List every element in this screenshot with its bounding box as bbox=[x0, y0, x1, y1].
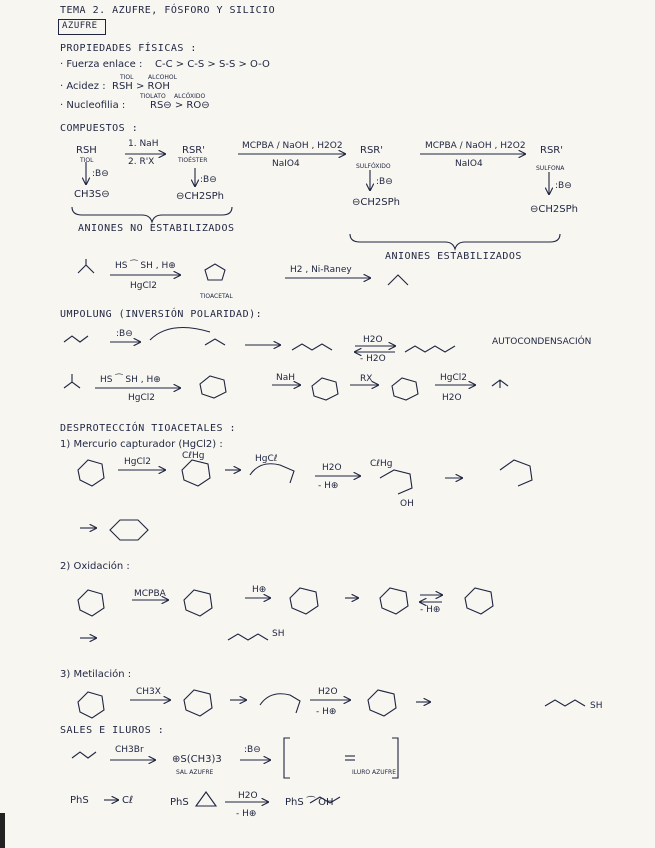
aniones-estabilizados: ANIONES ESTABILIZADOS bbox=[385, 251, 522, 262]
dithiane-2 bbox=[200, 376, 226, 398]
d3-ch3x: CH3X bbox=[136, 687, 161, 697]
azufre-label: AZUFRE bbox=[62, 21, 98, 31]
acidez-small-tiol: TIOL bbox=[120, 74, 134, 81]
d2-minus-h: - H⊕ bbox=[420, 605, 441, 615]
hemithioacetal bbox=[380, 470, 412, 494]
reagent-mcpba-1: MCPBA / NaOH , H2O2 bbox=[242, 141, 343, 151]
rsr: RSR' bbox=[182, 145, 205, 156]
d1-h2o: H2O bbox=[322, 463, 342, 473]
desproteccion-title: DESPROTECCIÓN TIOACETALES : bbox=[60, 423, 237, 434]
sales-title: SALES E ILUROS : bbox=[60, 725, 165, 736]
dithiane-d1 bbox=[78, 460, 104, 486]
sulfona-label: SULFONA bbox=[536, 165, 565, 172]
d3-sh: SH bbox=[590, 701, 603, 711]
aldehyde-skeleton-2 bbox=[64, 374, 80, 388]
rsr-sulfoxide: RSR' bbox=[360, 145, 383, 156]
alkane-skeleton bbox=[388, 275, 408, 285]
hemi-d3 bbox=[368, 690, 396, 716]
tioacetal-label: TIOACETAL bbox=[200, 293, 233, 300]
page-edge-shadow bbox=[0, 813, 5, 848]
reagent-rx: 2. R'X bbox=[128, 157, 155, 167]
d2-mcpba: MCPBA bbox=[134, 589, 166, 599]
sulfoxido-label: SULFÓXIDO bbox=[356, 163, 391, 170]
umpolung-hgcl2-b: HgCl2 bbox=[440, 373, 467, 383]
aldol-skeleton bbox=[292, 344, 332, 350]
nucleofilia-small-alcoxido: ALCÓXIDO bbox=[174, 93, 206, 100]
fuerza-value: C-C > C-S > S-S > O-O bbox=[155, 59, 270, 70]
d1-minus-h: - H⊕ bbox=[318, 481, 339, 491]
dithiane-alkyl bbox=[392, 378, 418, 400]
d1-hgcl2: HgCl2 bbox=[124, 457, 151, 467]
sales-h2o: H2O bbox=[238, 791, 258, 801]
brace-estabilizados bbox=[350, 234, 560, 249]
rsr-sulfone: RSR' bbox=[540, 145, 563, 156]
d3-minus-h: - H⊕ bbox=[316, 707, 337, 717]
dithiane-hg bbox=[182, 460, 210, 486]
nucleofilia-value: RS⊖ > RO⊖ bbox=[150, 100, 210, 111]
sales-sal-label: SAL AZUFRE bbox=[176, 769, 214, 776]
rsh: RSH bbox=[76, 145, 97, 156]
brace-no-estabilizados bbox=[72, 207, 232, 222]
sales-phs: PhS bbox=[70, 795, 89, 806]
acidez-label: · Acidez : bbox=[60, 81, 106, 92]
d2-sh: SH bbox=[272, 629, 285, 639]
thiol-chain-d3 bbox=[545, 700, 585, 706]
sales-ch3br: CH3Br bbox=[115, 745, 144, 755]
enal-skeleton bbox=[405, 346, 455, 352]
enolate-skeleton bbox=[205, 339, 225, 345]
d1-hgcl: HgCℓ bbox=[255, 454, 278, 464]
compuestos-title: COMPUESTOS : bbox=[60, 123, 139, 134]
ch2sph-anion-3: ⊖CH2SPh bbox=[530, 204, 578, 215]
protonated-ring bbox=[290, 588, 318, 614]
raney-reagent: H2 , Ni-Raney bbox=[290, 265, 352, 275]
reagent-mcpba-2: MCPBA / NaOH , H2O2 bbox=[425, 141, 526, 151]
acidez-small-alcohol: ALCOHOL bbox=[148, 74, 177, 81]
ch3s-anion: CH3S⊖ bbox=[74, 189, 110, 200]
thioether-skeleton bbox=[72, 752, 96, 758]
umpolung-title: UMPOLUNG (INVERSIÓN POLARIDAD): bbox=[60, 309, 263, 320]
desproteccion-item-3: 3) Metilación : bbox=[60, 669, 132, 680]
reagent-naio4-1: NaIO4 bbox=[272, 159, 300, 169]
sales-cl: Cℓ bbox=[122, 795, 134, 806]
d2-h-plus: H⊕ bbox=[252, 585, 267, 595]
base-4: :B⊖ bbox=[555, 181, 572, 191]
page-title: TEMA 2. AZUFRE, FÓSFORO Y SILICIO bbox=[60, 5, 276, 16]
hgcl2-reagent: HgCl2 bbox=[130, 281, 157, 291]
tioeter-label: TIOÉSTER bbox=[178, 157, 208, 164]
sales-phs-2: PhS bbox=[170, 797, 189, 808]
hemi-ring-d2 bbox=[465, 588, 493, 614]
propiedades-title: PROPIEDADES FÍSICAS : bbox=[60, 43, 197, 54]
iluro-label: ILURO AZUFRE bbox=[352, 769, 397, 776]
umpolung-minus-h2o: - H2O bbox=[360, 354, 386, 364]
umpolung-nah: NaH bbox=[276, 373, 296, 383]
d3-h2o: H2O bbox=[318, 687, 338, 697]
base-3: :B⊖ bbox=[376, 177, 393, 187]
sulfoxide-ring bbox=[184, 590, 212, 616]
open-ring-d2 bbox=[380, 588, 408, 614]
autocondensacion-label: AUTOCONDENSACIÓN bbox=[492, 337, 592, 347]
reagent-naio4-2: NaIO4 bbox=[455, 159, 483, 169]
open-chain-hg bbox=[250, 464, 294, 483]
umpolung-h2o: H2O bbox=[363, 335, 383, 345]
ring-product bbox=[500, 460, 532, 486]
sales-sal: ⊕S(CH3)3 bbox=[172, 754, 222, 765]
umpolung-rx: RX bbox=[360, 374, 373, 384]
curved-arrow-1 bbox=[150, 328, 210, 341]
open-d3 bbox=[260, 694, 300, 713]
acidez-value: RSH > ROH bbox=[112, 81, 170, 92]
d1-clhg: CℓHg bbox=[182, 451, 205, 461]
sulfonium-ring bbox=[184, 690, 212, 716]
dithiane-ring bbox=[205, 264, 225, 280]
ch2sph-anion-1: ⊖CH2SPh bbox=[176, 191, 224, 202]
umpolung-hs-reagent: HS ⁀ SH , H⊕ bbox=[100, 375, 161, 385]
base-1: :B⊖ bbox=[92, 169, 109, 179]
aldehyde-skeleton bbox=[64, 336, 88, 342]
thiol-chain bbox=[228, 634, 268, 640]
dithiane-d3 bbox=[78, 692, 104, 718]
nucleofilia-label: · Nucleofilia : bbox=[60, 100, 126, 111]
sales-product: PhS ⁀ OH bbox=[285, 797, 334, 808]
reagent-nah: 1. NaH bbox=[128, 139, 159, 149]
base-2: :B⊖ bbox=[200, 175, 217, 185]
sales-base: :B⊖ bbox=[244, 745, 261, 755]
ketone-skeleton bbox=[78, 259, 94, 273]
aniones-no-estabilizados: ANIONES NO ESTABILIZADOS bbox=[78, 223, 235, 234]
desproteccion-item-2: 2) Oxidación : bbox=[60, 561, 130, 572]
dithiane-anion bbox=[312, 378, 338, 400]
umpolung-hgcl2: HgCl2 bbox=[128, 393, 155, 403]
umpolung-base: :B⊖ bbox=[116, 329, 133, 339]
sales-minus-h: - H⊕ bbox=[236, 809, 257, 819]
nucleofilia-small-tiolato: TIOLATO bbox=[140, 93, 166, 100]
d1-oh: OH bbox=[400, 499, 414, 509]
epoxide-ring bbox=[196, 792, 216, 806]
dithiane-d2 bbox=[78, 590, 104, 616]
d1-clhg-2: CℓHg bbox=[370, 459, 393, 469]
ketone-product bbox=[492, 380, 508, 388]
fuerza-label: · Fuerza enlace : bbox=[60, 59, 143, 70]
hg-ring bbox=[110, 520, 148, 540]
hs-sh-reagent: HS ⁀ SH , H⊕ bbox=[115, 261, 176, 271]
umpolung-h2o-b: H2O bbox=[442, 393, 462, 403]
tiol-label: TIOL bbox=[80, 157, 94, 164]
desproteccion-item-1: 1) Mercurio capturador (HgCl2) : bbox=[60, 439, 223, 450]
ch2sph-anion-2: ⊖CH2SPh bbox=[352, 197, 400, 208]
